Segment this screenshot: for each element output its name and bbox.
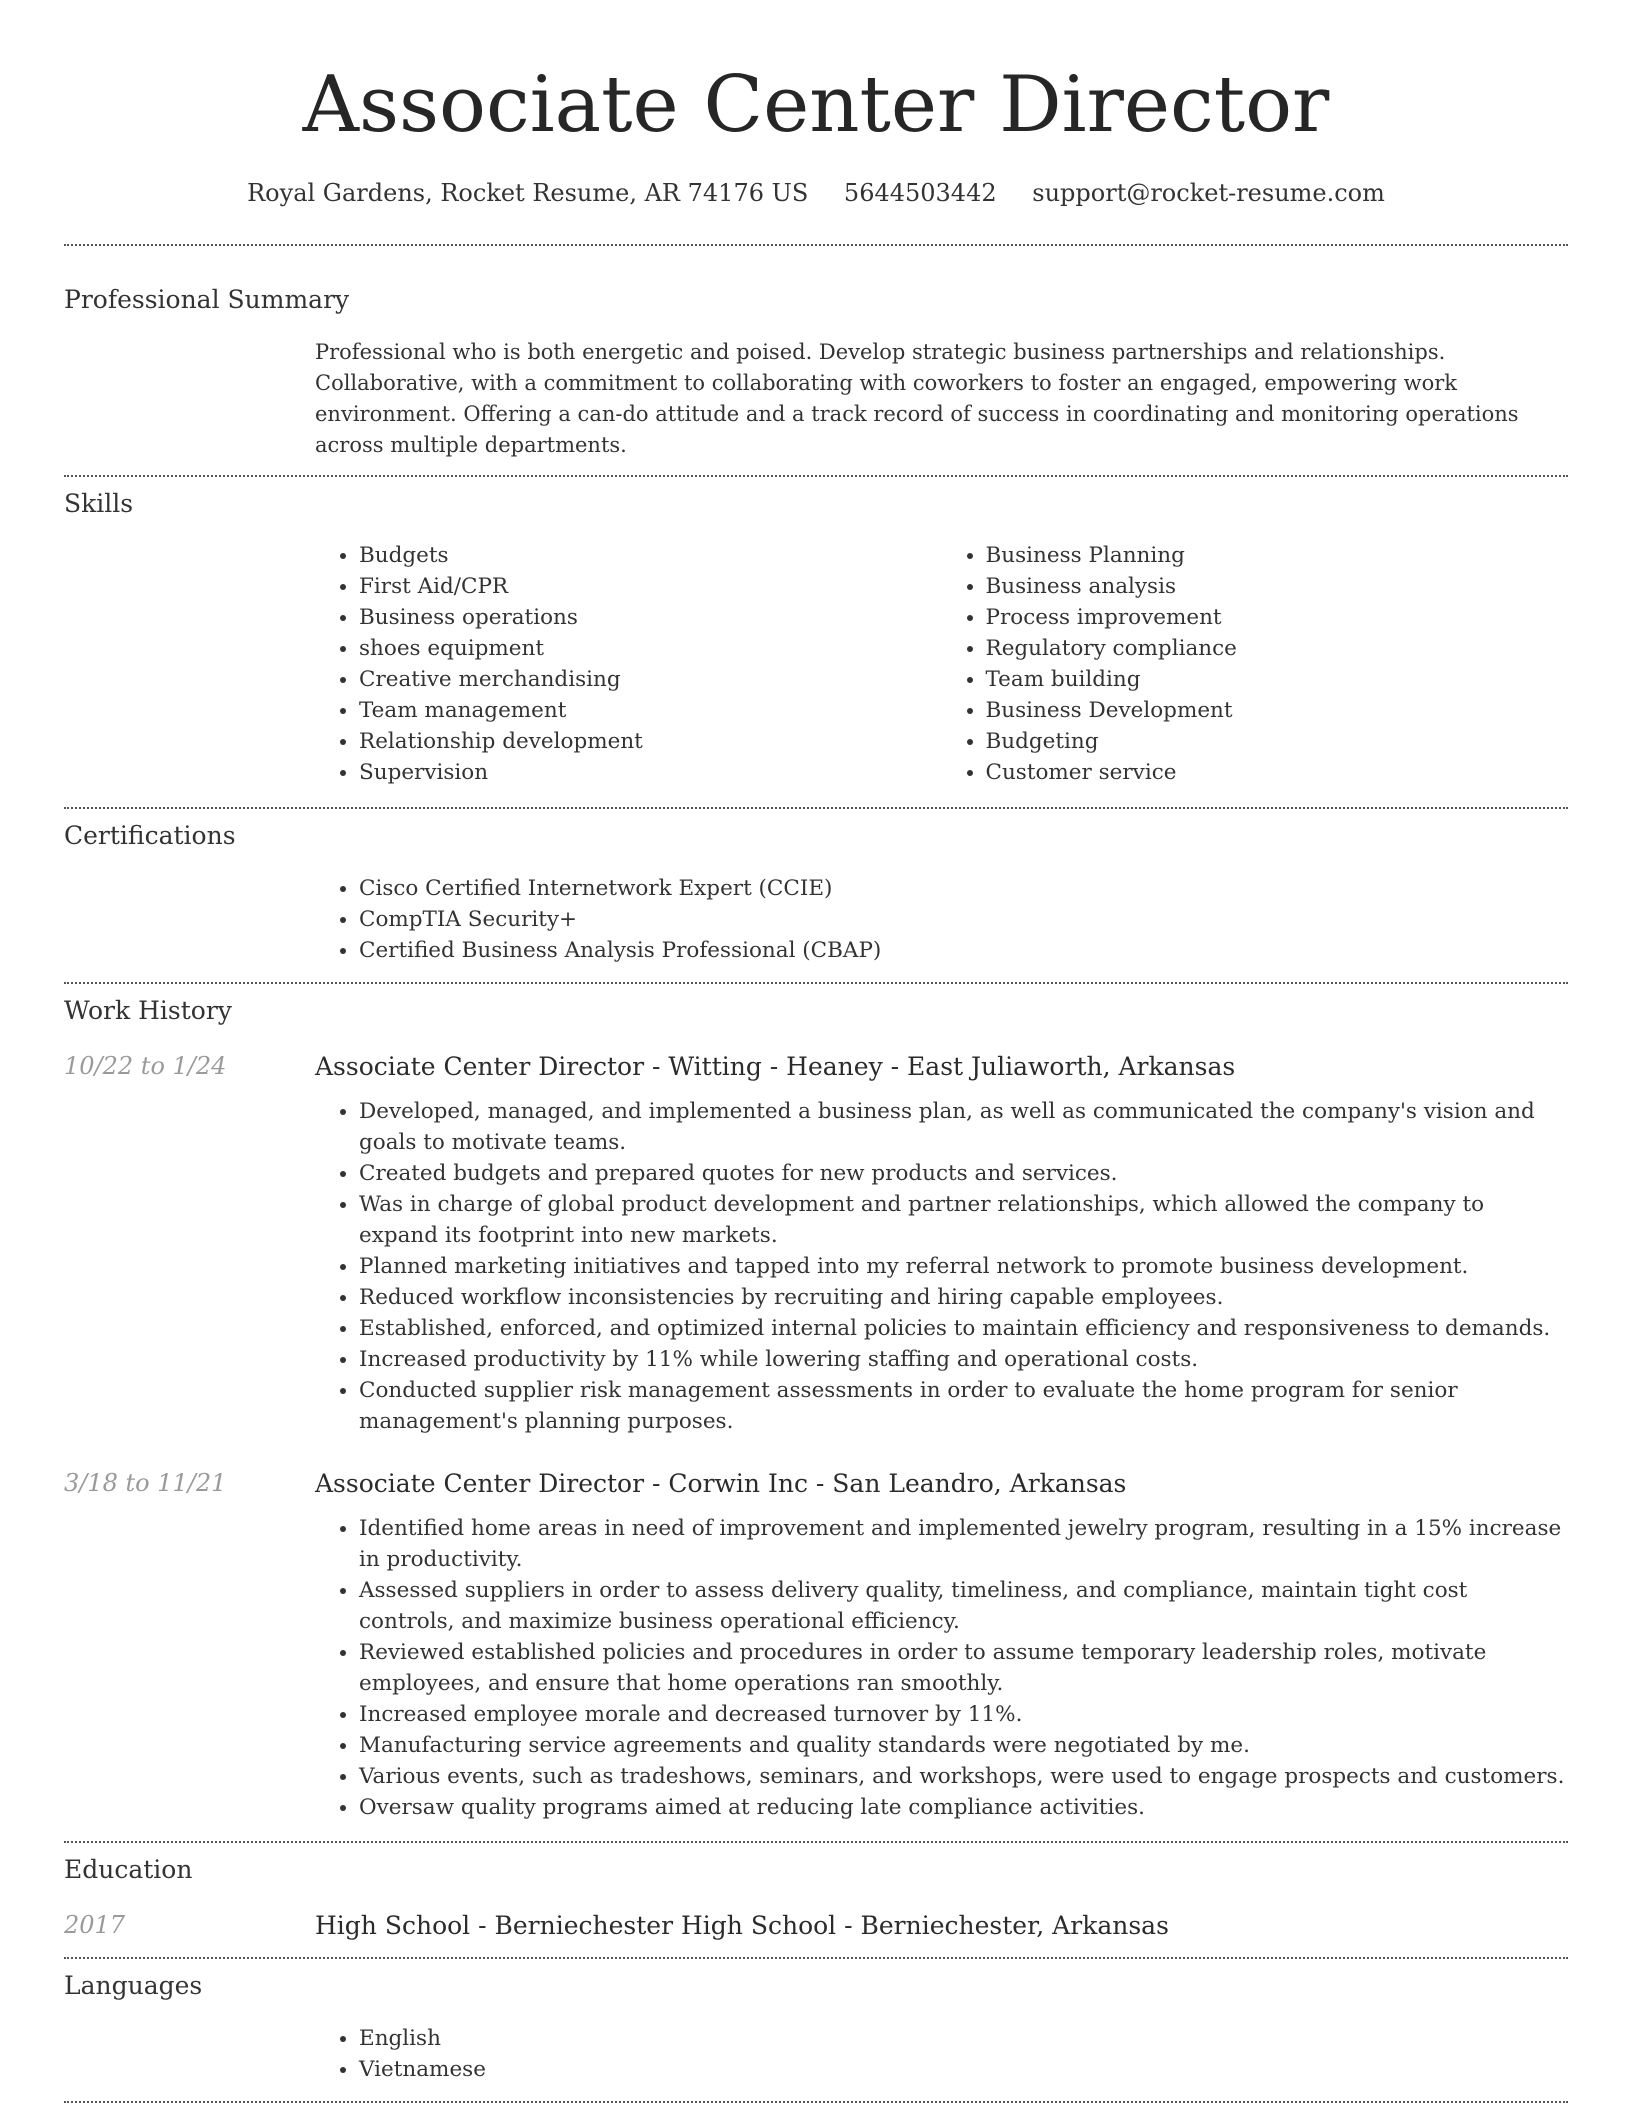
skill-item: • Business Development [986, 695, 1569, 726]
certification-item: • CompTIA Security+ [359, 904, 1568, 935]
languages-list [315, 2023, 1568, 2085]
job-bullet: • Identified home areas in need of improvement and implemented jewelry program, resulting in a 15% increase in productivity. [359, 1513, 1568, 1575]
skills-heading: Skills [64, 489, 134, 518]
certification-item: • Certified Business Analysis Professional (CBAP) [359, 935, 1568, 966]
skills-list-left [315, 540, 942, 788]
job-bullet: • Reviewed established policies and procedures in order to assume temporary leadership roles, motivate employees, and ensure that home operations ran smoothly. [359, 1637, 1568, 1699]
contact-phone: 5644503442 [843, 179, 997, 207]
job-bullet: • Manufacturing service agreements and quality standards were negotiated by me. [359, 1730, 1568, 1761]
job-bullet: • Conducted supplier risk management assessments in order to evaluate the home program for senior management's planning purposes. [359, 1375, 1568, 1437]
skill-item: • Budgeting [986, 726, 1569, 757]
job-bullets [315, 1513, 1568, 1823]
job-dates: 10/22 to 1/24 [64, 1052, 227, 1080]
skills-list-right [942, 540, 1569, 788]
work-heading: Work History [64, 996, 232, 1025]
divider [64, 982, 1568, 984]
skill-item: • shoes equipment [359, 633, 942, 664]
contact-line [64, 178, 1568, 208]
skill-item: • Customer service [986, 757, 1569, 788]
job-bullet: • Increased productivity by 11% while lowering staffing and operational costs. [359, 1344, 1568, 1375]
job-bullet: • Oversaw quality programs aimed at reducing late compliance activities. [359, 1792, 1568, 1823]
skill-item: • Process improvement [986, 602, 1569, 633]
job-bullet: • Reduced workflow inconsistencies by recruiting and hiring capable employees. [359, 1282, 1568, 1313]
certification-item: • Cisco Certified Internetwork Expert (CCIE) [359, 873, 1568, 904]
education-heading-line: High School - Berniechester High School - Berniechester, Arkansas [315, 1911, 1169, 1940]
job-bullet: • Various events, such as tradeshows, seminars, and workshops, were used to engage prospects and customers. [359, 1761, 1568, 1792]
job-bullet: • Created budgets and prepared quotes for new products and services. [359, 1158, 1568, 1189]
skill-item: • Business analysis [986, 571, 1569, 602]
languages-heading: Languages [64, 1971, 203, 2000]
skill-item: • Relationship development [359, 726, 942, 757]
skill-item: • Supervision [359, 757, 942, 788]
job-bullets [315, 1096, 1568, 1437]
contact-address: Royal Gardens, Rocket Resume, AR 74176 US [247, 179, 809, 207]
languages-section [64, 1971, 1568, 2085]
education-section [64, 1855, 1568, 1943]
skill-item: • Regulatory compliance [986, 633, 1569, 664]
skill-item: • Business operations [359, 602, 942, 633]
skill-item: • Team building [986, 664, 1569, 695]
job-heading: Associate Center Director - Witting - Heaney - East Juliaworth, Arkansas [315, 1052, 1236, 1081]
divider [64, 475, 1568, 477]
work-section [64, 996, 1568, 1823]
summary-section [64, 285, 1568, 461]
job-bullet: • Established, enforced, and optimized internal policies to maintain efficiency and responsiveness to demands. [359, 1313, 1568, 1344]
summary-heading: Professional Summary [64, 285, 350, 314]
certifications-list [315, 873, 1568, 966]
skills-section [64, 489, 1568, 788]
job-heading: Associate Center Director - Corwin Inc - San Leandro, Arkansas [315, 1469, 1127, 1498]
job-entry [64, 1050, 1568, 1437]
contact-email[interactable]: support@rocket-resume.com [1032, 179, 1385, 207]
education-heading: Education [64, 1855, 193, 1884]
skill-item: • Business Planning [986, 540, 1569, 571]
job-bullet: • Increased employee morale and decreased turnover by 11%. [359, 1699, 1568, 1730]
divider [64, 2101, 1568, 2103]
divider [64, 1841, 1568, 1843]
skill-item: • Budgets [359, 540, 942, 571]
education-entry [64, 1909, 1568, 1943]
summary-text: Professional who is both energetic and poised. Develop strategic business partnerships and relationships. Collaborative, with a commitment to collaborating with coworkers to foster an engaged, empowering work environment. Offering a can-do attitude and a track record of success in coordinating and monitoring operations across multiple departments. [315, 340, 1519, 457]
job-bullet: • Planned marketing initiatives and tapped into my referral network to promote business development. [359, 1251, 1568, 1282]
divider [64, 1957, 1568, 1959]
education-year: 2017 [64, 1911, 126, 1939]
certifications-heading: Certifications [64, 821, 236, 850]
resume-page [64, 0, 1568, 2103]
divider [64, 244, 1568, 246]
job-bullet: • Developed, managed, and implemented a business plan, as well as communicated the company's vision and goals to motivate teams. [359, 1096, 1568, 1158]
language-item: • Vietnamese [359, 2054, 1568, 2085]
divider [64, 807, 1568, 809]
job-dates: 3/18 to 11/21 [64, 1469, 227, 1497]
skill-item: • Creative merchandising [359, 664, 942, 695]
skill-item: • Team management [359, 695, 942, 726]
certifications-section [64, 821, 1568, 966]
job-entry [64, 1467, 1568, 1823]
skill-item: • First Aid/CPR [359, 571, 942, 602]
job-bullet: • Was in charge of global product development and partner relationships, which allowed the company to expand its footprint into new markets. [359, 1189, 1568, 1251]
language-item: • English [359, 2023, 1568, 2054]
job-bullet: • Assessed suppliers in order to assess delivery quality, timeliness, and compliance, maintain tight cost controls, and maximize business operational efficiency. [359, 1575, 1568, 1637]
resume-title: Associate Center Director [302, 60, 1330, 150]
